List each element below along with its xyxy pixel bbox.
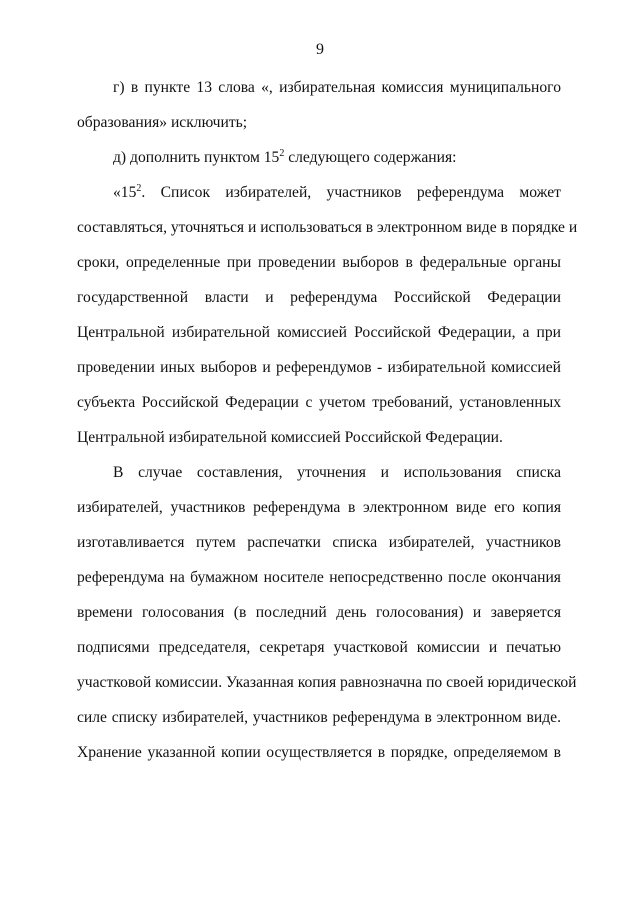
text-line: времени голосования (в последний день голосования) и заверяется [77,604,561,621]
text-line: составляться, уточняться и использоваться в электронном виде в порядке и [77,219,578,236]
text-line: Центральной избирательной комиссией Российской Федерации. [77,429,503,446]
text-line [77,140,561,175]
superscript: 2 [136,183,142,194]
text-line: Центральной избирательной комиссией Российской Федерации, а при [77,324,561,341]
paragraph-electronic-copy [77,455,577,770]
text-line [77,175,561,210]
text-fragment: д) дополнить пунктом 15 [113,149,280,166]
paragraph-g [77,70,561,140]
text-fragment: . Список избирателей, участников референдума может [141,184,561,201]
paragraph-d [77,140,561,175]
text-line: изготавливается путем распечатки списка избирателей, участников [77,534,561,551]
text-line: субъекта Российской Федерации с учетом требований, установленных [77,394,561,411]
document-body [77,70,578,770]
text-line: В случае составления, уточнения и использования списка [113,464,561,481]
text-line: государственной власти и референдума Российской Федерации [77,289,561,306]
superscript: 2 [279,148,285,159]
text-line: Хранение указанной копии осуществляется в порядке, определяемом в [77,744,561,761]
text-line: образования» исключить; [77,114,248,131]
text-fragment: «15 [113,184,137,201]
text-line: г) в пункте 13 слова «, избирательная комиссия муниципального [113,79,561,96]
text-line: проведении иных выборов и референдумов - избирательной комиссией [77,359,561,376]
text-fragment: следующего содержания: [284,149,457,166]
text-line: избирателей, участников референдума в электронном виде его копия [77,499,561,516]
text-line: участковой комиссии. Указанная копия равнозначна по своей юридической [77,674,577,691]
text-line: референдума на бумажном носителе непосредственно после окончания [77,569,561,586]
text-line: подписями председателя, секретаря участковой комиссии и печатью [77,639,561,656]
text-line: силе списку избирателей, участников референдума в электронном виде. [77,709,561,726]
page-number: 9 [316,41,324,58]
paragraph-15-2 [77,175,578,455]
text-line: сроки, определенные при проведении выборов в федеральные органы [77,254,561,271]
